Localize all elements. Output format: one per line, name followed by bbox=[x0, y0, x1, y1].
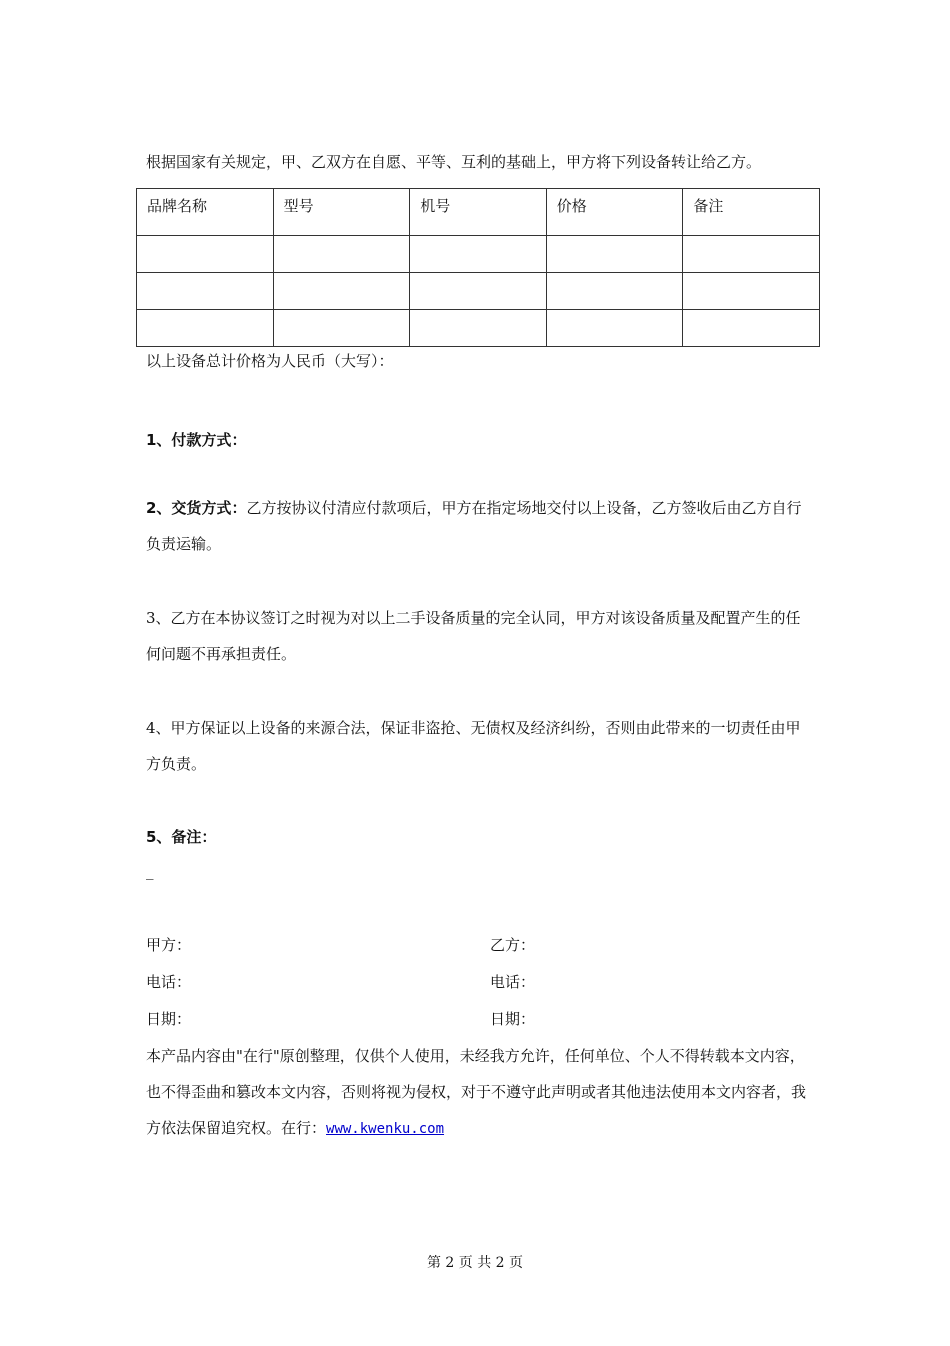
header-brand: 品牌名称 bbox=[137, 189, 274, 236]
section-quality: 3、乙方在本协议签订之时视为对以上二手设备质量的完全认同，甲方对该设备质量及配置产生的任何问题不再承担责任。 bbox=[146, 609, 801, 663]
table-cell bbox=[546, 310, 683, 347]
table-cell bbox=[410, 236, 547, 273]
section-remarks-title: 5、备注： bbox=[146, 828, 217, 846]
table-row bbox=[137, 236, 820, 273]
intro-paragraph: 根据国家有关规定，甲、乙双方在自愿、平等、互利的基础上，甲方将下列设备转让给乙方。 bbox=[146, 153, 762, 171]
section-delivery-body: 乙方按协议付清应付款项后，甲方在指定场地交付以上设备，乙方签收后由乙方自行负责运输。 bbox=[146, 499, 802, 553]
table-cell bbox=[137, 236, 274, 273]
party-b-date: 日期： bbox=[490, 1010, 536, 1028]
section-payment-title: 1、付款方式： bbox=[146, 431, 247, 449]
party-a-label: 甲方： bbox=[146, 936, 192, 954]
table-cell bbox=[273, 310, 410, 347]
copyright-notice bbox=[146, 1038, 811, 1147]
section-payment bbox=[146, 422, 806, 458]
table-row bbox=[137, 273, 820, 310]
section-delivery-title: 2、交货方式： bbox=[146, 499, 247, 517]
table-cell bbox=[683, 310, 820, 347]
total-price-label: 以上设备总计价格为人民币（大写）： bbox=[146, 352, 394, 370]
section-remarks bbox=[146, 819, 806, 855]
table-row bbox=[137, 310, 820, 347]
party-a-phone: 电话： bbox=[146, 973, 192, 991]
party-b-label: 乙方： bbox=[490, 936, 536, 954]
table-cell bbox=[137, 310, 274, 347]
copyright-notice-text: 本产品内容由"在行"原创整理，仅供个人使用，未经我方允许，任何单位、个人不得转载本文内容，也不得歪曲和篡改本文内容，否则将视为侵权，对于不遵守此声明或者其他违法使用本文内容者，我方依法保留追究权。在行： bbox=[146, 1047, 807, 1137]
table-cell bbox=[273, 236, 410, 273]
header-remarks: 备注 bbox=[683, 189, 820, 236]
page-number-footer: 第 2 页 共 2 页 bbox=[426, 1255, 524, 1271]
table-cell bbox=[546, 236, 683, 273]
table-cell bbox=[410, 273, 547, 310]
table-cell bbox=[410, 310, 547, 347]
table-cell bbox=[273, 273, 410, 310]
table-cell bbox=[683, 236, 820, 273]
header-serial: 机号 bbox=[410, 189, 547, 236]
section-delivery bbox=[146, 490, 806, 562]
website-link[interactable]: www.kwenku.com bbox=[326, 1121, 445, 1137]
table-cell bbox=[546, 273, 683, 310]
table-header-row bbox=[137, 189, 820, 236]
party-a-date: 日期： bbox=[146, 1010, 192, 1028]
table-cell bbox=[137, 273, 274, 310]
section-guarantee: 4、甲方保证以上设备的来源合法，保证非盗抢、无债权及经济纠纷，否则由此带来的一切责任由甲方负责。 bbox=[146, 719, 801, 773]
table-cell bbox=[683, 273, 820, 310]
header-model: 型号 bbox=[273, 189, 410, 236]
remarks-blank-line: _ bbox=[146, 862, 154, 880]
header-price: 价格 bbox=[546, 189, 683, 236]
party-b-phone: 电话： bbox=[490, 973, 536, 991]
equipment-table bbox=[136, 188, 820, 347]
